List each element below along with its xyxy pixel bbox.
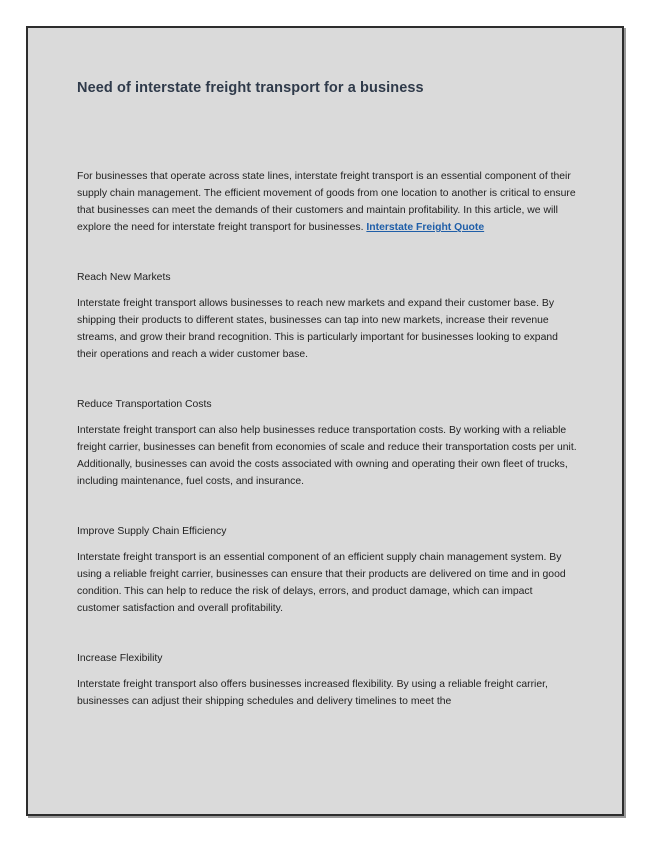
section-body-increase-flexibility: Interstate freight transport also offers businesses increased flexibility. By using a reliable freight carrier, businesses can adjust their shipping schedules and delivery timelines to meet the — [77, 679, 548, 707]
section-heading-increase-flexibility: Increase Flexibility — [77, 653, 163, 664]
intro-text: For businesses that operate across state lines, interstate freight transport is an essential component of their supply chain management. The efficient movement of goods from one location to another is critical to ensure that businesses can meet the demands of their customers and maintain profitability. In this article, we will explore the need for interstate freight transport for businesses. — [77, 171, 576, 233]
section-heading-reduce-transportation-costs: Reduce Transportation Costs — [77, 399, 212, 410]
section-heading-reach-new-markets: Reach New Markets — [77, 272, 171, 283]
document-content — [77, 78, 577, 710]
section-heading-improve-supply-chain-efficiency: Improve Supply Chain Efficiency — [77, 526, 227, 537]
intro-paragraph — [77, 168, 577, 236]
section-body-improve-supply-chain-efficiency: Interstate freight transport is an essential component of an efficient supply chain management system. By using a reliable freight carrier, businesses can ensure that their products are delivered on time and in good condition. This can help to reduce the risk of delays, errors, and product damage, which can impact customer satisfaction and overall profitability. — [77, 552, 566, 614]
section-body-reach-new-markets: Interstate freight transport allows businesses to reach new markets and expand their customer base. By shipping their products to different states, businesses can tap into new markets, increase their revenue streams, and grow their brand recognition. This is particularly important for businesses looking to expand their operations and reach a wider customer base. — [77, 298, 558, 360]
document-page — [26, 26, 624, 816]
section-body-reduce-transportation-costs: Interstate freight transport can also help businesses reduce transportation costs. By working with a reliable freight carrier, businesses can benefit from economies of scale and reduce their transportation costs per unit. Additionally, businesses can avoid the costs associated with owning and operating their own fleet of trucks, including maintenance, fuel costs, and insurance. — [77, 425, 577, 487]
page-title: Need of interstate freight transport for a business — [77, 80, 424, 96]
interstate-freight-quote-link[interactable]: Interstate Freight Quote — [366, 222, 485, 233]
